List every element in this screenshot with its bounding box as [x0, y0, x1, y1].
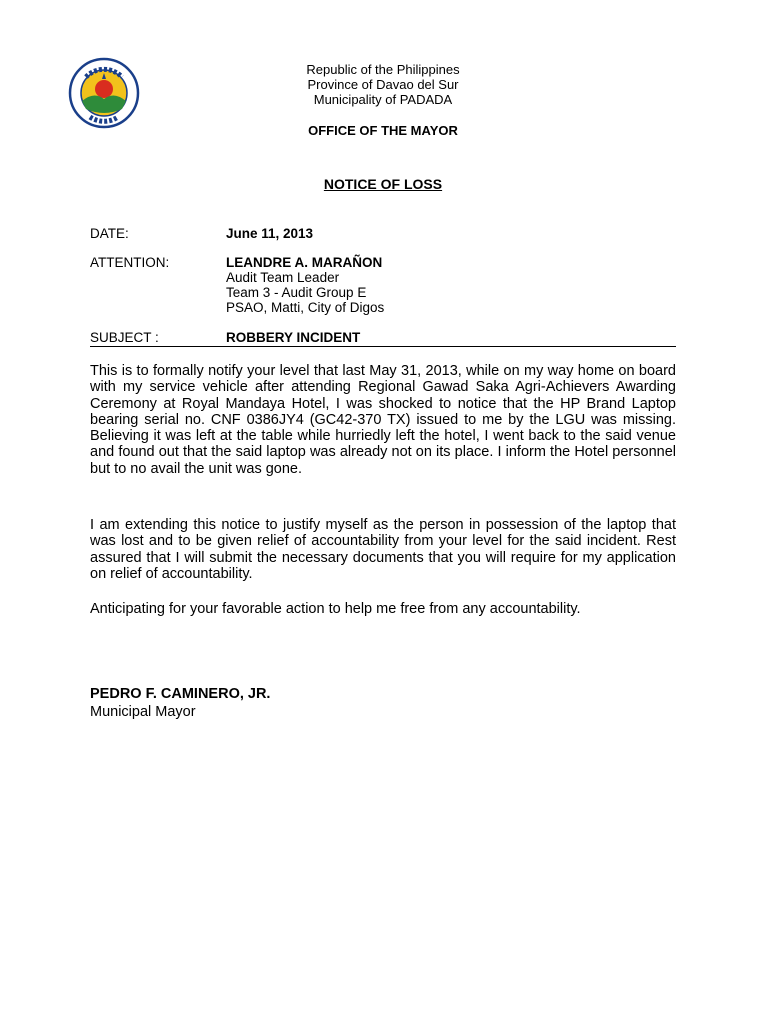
date-label: DATE: [90, 226, 129, 241]
seal-sun [95, 80, 113, 98]
subject-divider [90, 346, 676, 347]
seal-graphic [66, 57, 142, 129]
municipal-seal [66, 57, 142, 129]
document-title-text: NOTICE OF LOSS [323, 176, 443, 192]
signatory-title: Municipal Mayor [90, 704, 196, 720]
letterhead-line-province: Province of Davao del Sur [307, 77, 459, 92]
signatory-name: PEDRO F. CAMINERO, JR. [90, 686, 271, 702]
attention-team: Team 3 - Audit Group E [226, 285, 367, 300]
attention-office: PSAO, Matti, City of Digos [226, 300, 385, 315]
document-title [260, 176, 506, 192]
office-of-the-mayor: OFFICE OF THE MAYOR [308, 123, 458, 138]
subject-value: ROBBERY INCIDENT [226, 330, 361, 345]
body-paragraph-3: Anticipating for your favorable action to help me free from any accountability. [90, 601, 581, 617]
letterhead-line-municipality: Municipality of PADADA [313, 92, 453, 107]
attention-label: ATTENTION: [90, 255, 170, 270]
date-value: June 11, 2013 [226, 226, 314, 241]
attention-block [226, 255, 384, 315]
letterhead-line-republic: Republic of the Philippines [306, 62, 460, 77]
attention-position: Audit Team Leader [226, 270, 340, 285]
body-paragraph-2: I am extending this notice to justify myself as the person in possession of the laptop that was lost and to be given relief of accountability from your level for the said incident. Rest assured that I will submit the necessary documents that you will require for my application on relief of accountability. [90, 517, 676, 582]
body-paragraph-1: This is to formally notify your level that last May 31, 2013, while on my way home on board with my service vehicle after attending Regional Gawad Saka Agri-Achievers Awarding Ceremony at Royal Mandaya Hotel, I was shocked to notice that the HP Brand Laptop bearing serial no. CNF 0386JY4 (GC42-370 TX) issued to me by the LGU was missing. Believing it was left at the table while hurriedly left the hotel, I went back to the said venue and found out that the said laptop was already not on its place. I inform the Hotel personnel but to no avail the unit was gone. [90, 363, 676, 477]
subject-label: SUBJECT : [90, 330, 159, 345]
letterhead [260, 62, 506, 107]
attention-name: LEANDRE A. MARAÑON [226, 255, 383, 270]
